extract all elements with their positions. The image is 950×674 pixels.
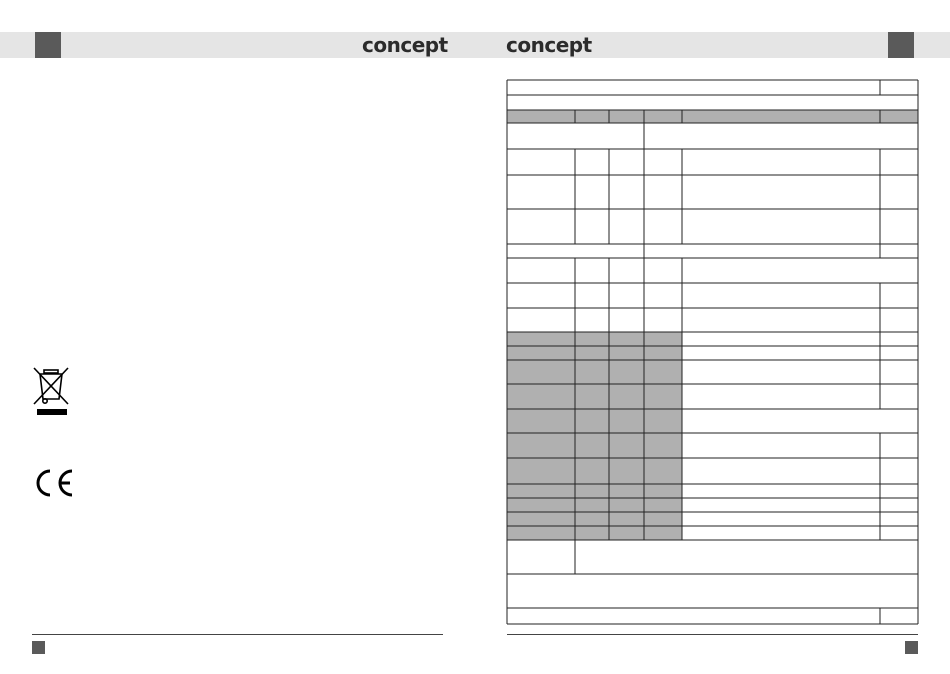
table-shaded-cells — [507, 433, 682, 458]
brand-logo-left: concept — [362, 33, 448, 57]
table-shaded-cells — [507, 346, 682, 360]
table-shaded-cells — [507, 498, 682, 512]
brand-logo-right: concept — [506, 33, 592, 57]
page-marker-right — [905, 641, 918, 654]
table-shaded-cells — [507, 458, 682, 484]
table-shaded-cells — [507, 526, 682, 540]
table-shaded-cells — [507, 332, 682, 346]
table-shaded-cells — [507, 484, 682, 498]
table-header-row — [507, 110, 918, 123]
footer-rule-right — [507, 634, 918, 635]
table-shaded-cells — [507, 409, 682, 433]
page-marker-left — [32, 641, 45, 654]
table-shaded-cells — [507, 360, 682, 384]
footer-rule-left — [32, 634, 443, 635]
table-shaded-cells — [507, 384, 682, 409]
table-shaded-cells — [507, 512, 682, 526]
